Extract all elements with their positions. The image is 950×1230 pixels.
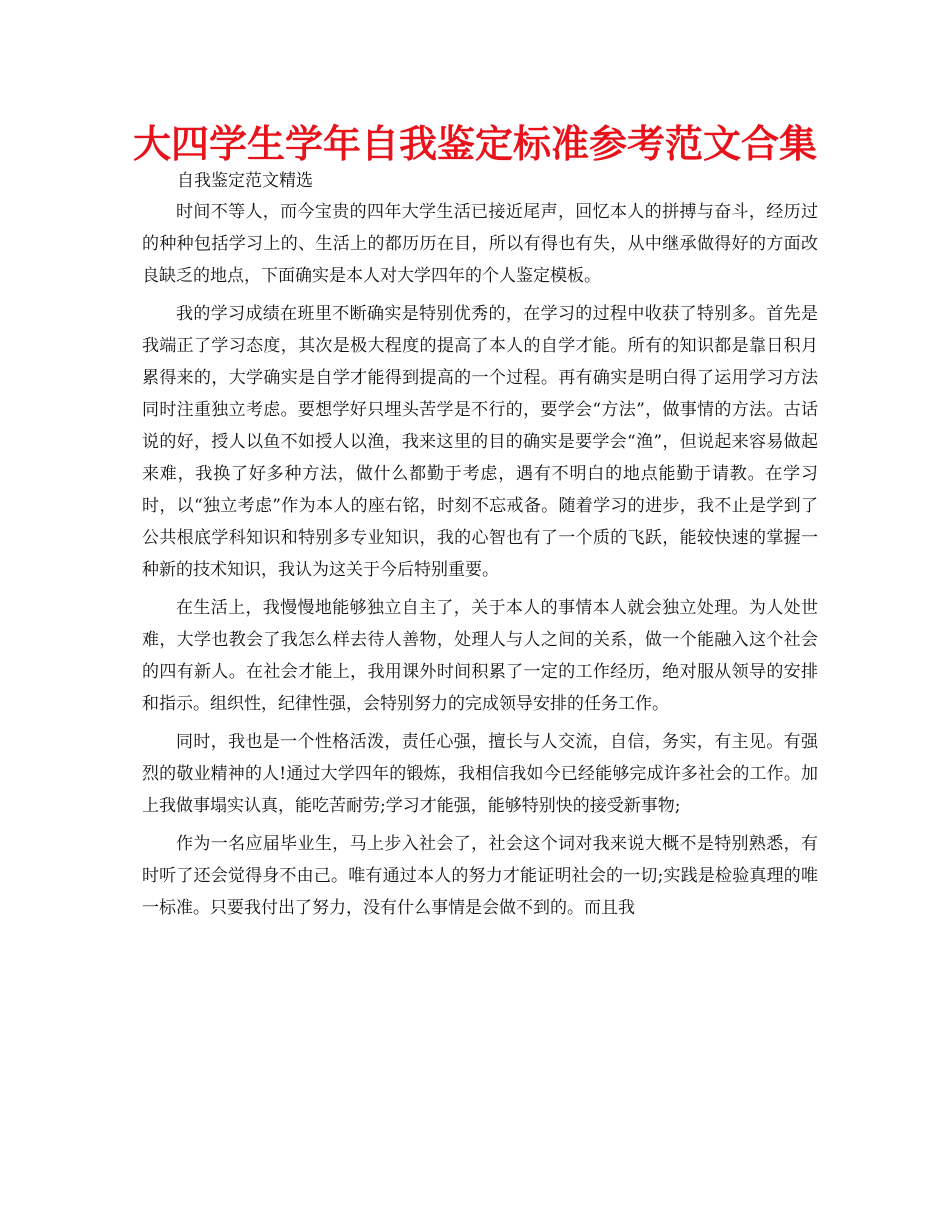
paragraph: 同时，我也是一个性格活泼，责任心强，擅长与人交流，自信，务实，有主见。有强烈的敬业精神的人!通过大学四年的锻炼，我相信我如今已经能够完成许多社会的工作。加上我做事塌实认真，能吃苦耐劳;学习才能强，能够特别快的接受新事物; bbox=[142, 732, 818, 816]
paragraph: 我的学习成绩在班里不断确实是特别优秀的，在学习的过程中收获了特别多。首先是我端正了学习态度，其次是极大程度的提高了本人的自学才能。所有的知识都是靠日积月累得来的，大学确实是自学才能得到提高的一个过程。再有确实是明白得了运用学习方法同时注重独立考虑。要想学好只埋头苦学是不行的，要学会“方法”，做事情的方法。古话说的好，授人以鱼不如授人以渔，我来这里的目的确实是要学会“渔”，但说起来容易做起来难，我换了好多种方法，做什么都勤于考虑，遇有不明白的地点能勤于请教。在学习时，以“独立考虑”作为本人的座右铭，时刻不忘戒备。随着学习的进步，我不止是学到了公共根底学科知识和特别多专业知识，我的心智也有了一个质的飞跃，能较快速的掌握一种新的技术知识，我认为这关于今后特别重要。 bbox=[142, 304, 818, 580]
document-subtitle: 自我鉴定范文精选 bbox=[177, 171, 313, 191]
paragraph: 时间不等人，而今宝贵的四年大学生活已接近尾声，回忆本人的拼搏与奋斗，经历过的种种包括学习上的、生活上的都历历在目，所以有得也有失，从中继承做得好的方面改良缺乏的地点，下面确实是本人对大学四年的个人鉴定模板。 bbox=[142, 202, 818, 286]
paragraph: 作为一名应届毕业生，马上步入社会了，社会这个词对我来说大概不是特别熟悉，有时听了还会觉得身不由己。唯有通过本人的努力才能证明社会的一切;实践是检验真理的唯一标准。只要我付出了努力，没有什么事情是会做不到的。而且我 bbox=[142, 834, 818, 918]
page-title: 大四学生学年自我鉴定标准参考范文合集 bbox=[132, 122, 817, 166]
document-body bbox=[142, 196, 818, 930]
paragraph: 在生活上，我慢慢地能够独立自主了，关于本人的事情本人就会独立处理。为人处世难，大学也教会了我怎么样去待人善物，处理人与人之间的关系，做一个能融入这个社会的四有新人。在社会才能上，我用课外时间积累了一定的工作经历，绝对服从领导的安排和指示。组织性，纪律性强，会特别努力的完成领导安排的任务工作。 bbox=[142, 598, 818, 714]
